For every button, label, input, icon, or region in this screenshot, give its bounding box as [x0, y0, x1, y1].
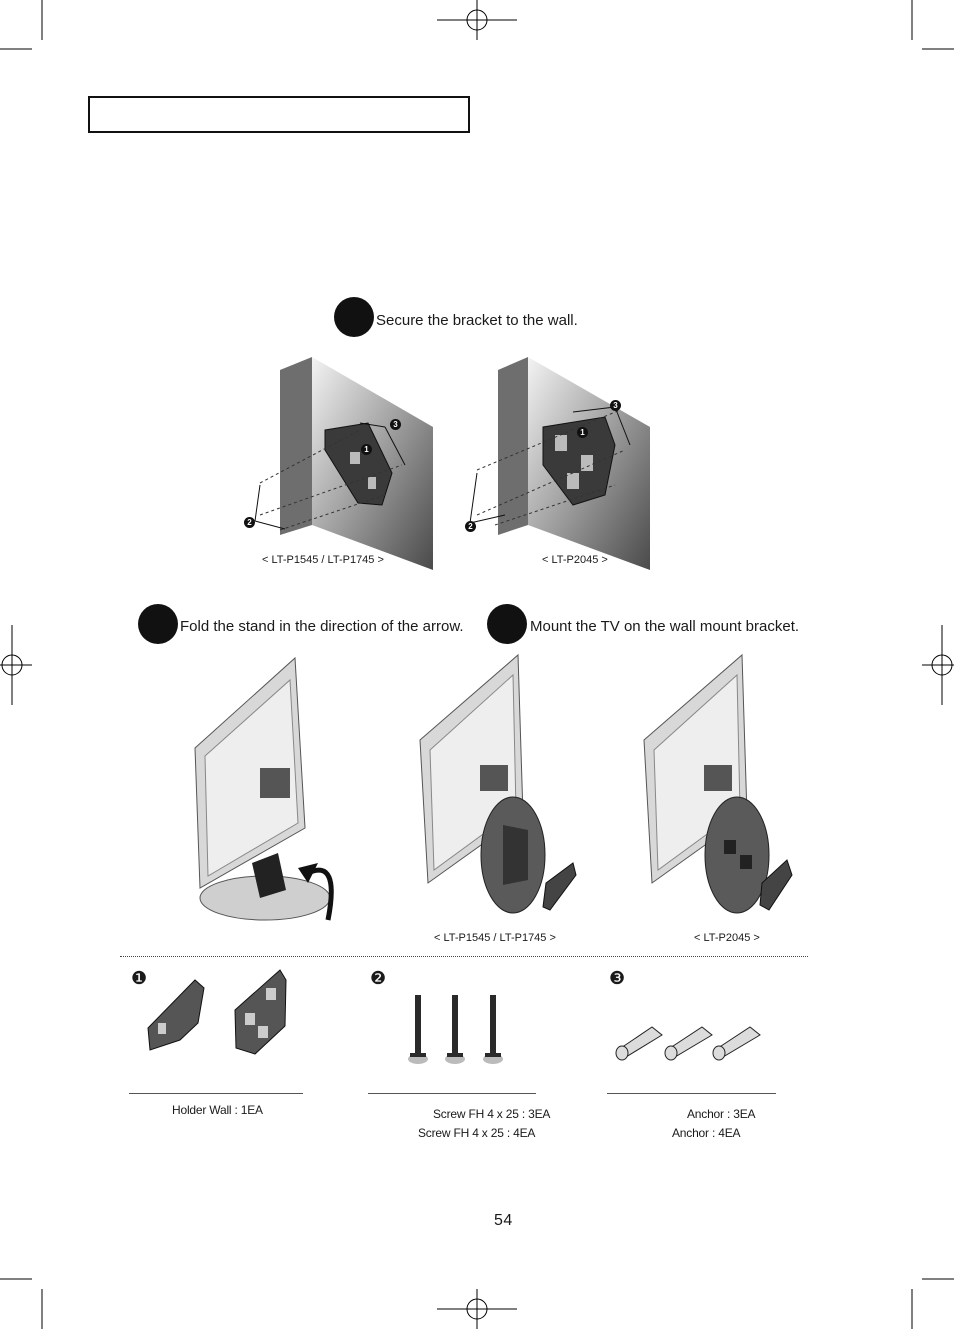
wall-bracket-illustration-right: [455, 355, 655, 575]
tv-fold-stand-illustration: [190, 658, 350, 923]
caption-tv-right: < LT-P2045 >: [694, 932, 760, 944]
wall-bracket-illustration-left: [240, 355, 440, 575]
callout-2: 2: [244, 517, 255, 528]
caption-wall-left: < LT-P1545 / LT-P1745 >: [262, 554, 384, 566]
tv-mount-illustration-right: [642, 655, 812, 915]
holder-wall-illustration: [140, 968, 300, 1063]
callout-1: 1: [577, 427, 588, 438]
part-number-3: ❸: [609, 968, 626, 988]
tv-mount-illustration-mid: [418, 655, 588, 915]
part-number-2: ❷: [370, 968, 387, 988]
page-number: 54: [494, 1212, 513, 1229]
caption-wall-right: < LT-P2045 >: [542, 554, 608, 566]
section-title-box: [88, 96, 470, 133]
anchor-qty-2: Anchor : 4EA: [672, 1126, 741, 1140]
anchor-illustration: [612, 1015, 772, 1070]
part-rule: [368, 1093, 536, 1094]
step-mount-tv: Mount the TV on the wall mount bracket.: [530, 618, 800, 635]
callout-3: 3: [610, 400, 621, 411]
callout-1: 1: [361, 444, 372, 455]
screw-qty-2: Screw FH 4 x 25 : 4EA: [418, 1126, 536, 1140]
part-number-1: ❶: [131, 968, 148, 988]
part-rule: [129, 1093, 303, 1094]
step-fold-stand: Fold the stand in the direction of the arrow.: [180, 618, 464, 635]
part-rule: [607, 1093, 776, 1094]
anchor-qty-1: Anchor : 3EA: [687, 1107, 756, 1121]
holder-wall-qty: Holder Wall : 1EA: [172, 1103, 263, 1117]
step-bullet: [487, 604, 527, 644]
step-bullet: [334, 297, 374, 337]
screw-qty-1: Screw FH 4 x 25 : 3EA: [433, 1107, 551, 1121]
step-secure-bracket: Secure the bracket to the wall.: [376, 312, 578, 329]
screw-illustration: [405, 995, 515, 1075]
callout-2: 2: [465, 521, 476, 532]
callout-3: 3: [390, 419, 401, 430]
section-divider: [120, 956, 808, 957]
step-bullet: [138, 604, 178, 644]
caption-tv-mid: < LT-P1545 / LT-P1745 >: [434, 932, 556, 944]
